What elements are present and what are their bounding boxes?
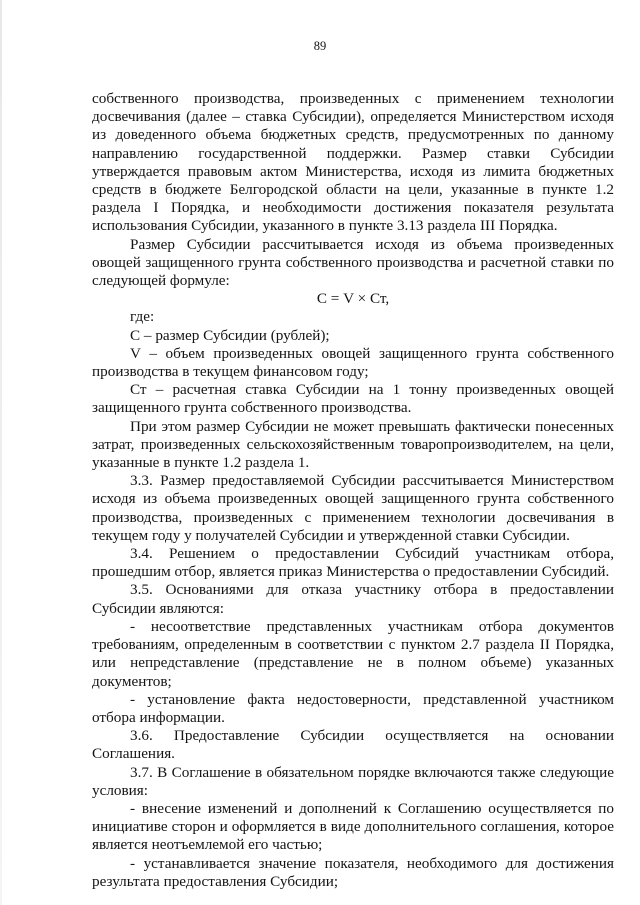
paragraph-def-v: V – объем произведенных овощей защищенного грунта собственного производства в текущем финансовом году; — [92, 344, 614, 381]
paragraph-limit: При этом размер Субсидии не может превышать фактически понесенных затрат, произведенных сельскохозяйственным товаропроизводителем, на цели, указанные в пункте 1.2 раздела 1. — [92, 417, 614, 472]
paragraph-3-5-item-2: - установление факта недостоверности, представленной участником отбора информации. — [92, 690, 614, 726]
paragraph-formula-intro: Размер Субсидии рассчитывается исходя из объема произведенных овощей защищенного грунта собственного производства и расчетной ставки по следующей формуле: — [92, 235, 614, 290]
paragraph-3-7-item-1: - внесение изменений и дополнений к Соглашению осуществляется по инициативе сторон и оформляется в виде дополнительного соглашения, которое является неотъемлемой его частью; — [92, 799, 614, 854]
paragraph-3-6: 3.6. Предоставление Субсидии осуществляется на основании Соглашения. — [92, 727, 614, 763]
paragraph-3-5-item-1: - несоответствие представленных участникам отбора документов требованиям, определенным в соответствии с пунктом 2.7 раздела II Порядка, или непредставление (представление не в полном объеме) указанных документов; — [92, 617, 614, 690]
page-number: 89 — [313, 39, 327, 53]
paragraph-3-7: 3.7. В Соглашение в обязательном порядке включаются также следующие условия: — [92, 763, 614, 799]
paragraph-3-3: 3.3. Размер предоставляемой Субсидии рассчитывается Министерством исходя из объема произведенных овощей защищенного грунта собственного производства, произведенных с применением технологии досвечивания в текущем году у получателей Субсидии и утвержденной ставки Субсидии. — [92, 472, 614, 544]
paragraph-def-c: С – размер Субсидии (рублей); — [130, 326, 330, 344]
formula: С = V × Ст, — [316, 290, 390, 308]
paragraph-3-5: 3.5. Основаниями для отказа участнику отбора в предоставлении Субсидии являются: — [92, 581, 614, 617]
paragraph-where: где: — [130, 308, 155, 326]
paragraph-3-7-item-2: - устанавливается значение показателя, необходимого для достижения результата предоставления Субсидии; — [92, 854, 614, 890]
paragraph-3-4: 3.4. Решением о предоставлении Субсидий участникам отбора, прошедшим отбор, является приказ Министерства о предоставлении Субсидий. — [92, 545, 614, 581]
scan-left-edge — [0, 0, 2, 905]
paragraph-def-st: Ст – расчетная ставка Субсидии на 1 тонну произведенных овощей защищенного грунта собственного производства. — [92, 381, 614, 417]
paragraph-continuation: собственного производства, произведенных с применением технологии досвечивания (далее – ставка Субсидии), определяется Министерством исходя из доведенного объема бюджетных средств, предусмотренных по данному направлению государственной поддержки. Размер ставки Субсидии утверждается правовым актом Министерства, исходя из лимита бюджетных средств в бюджете Белгородской области на цели, указанные в пункте 1.2 раздела I Порядка, и необходимости достижения показателя результата использования Субсидии, указанного в пункте 3.13 раздела III Порядка. — [92, 90, 614, 235]
document-body — [92, 90, 614, 891]
